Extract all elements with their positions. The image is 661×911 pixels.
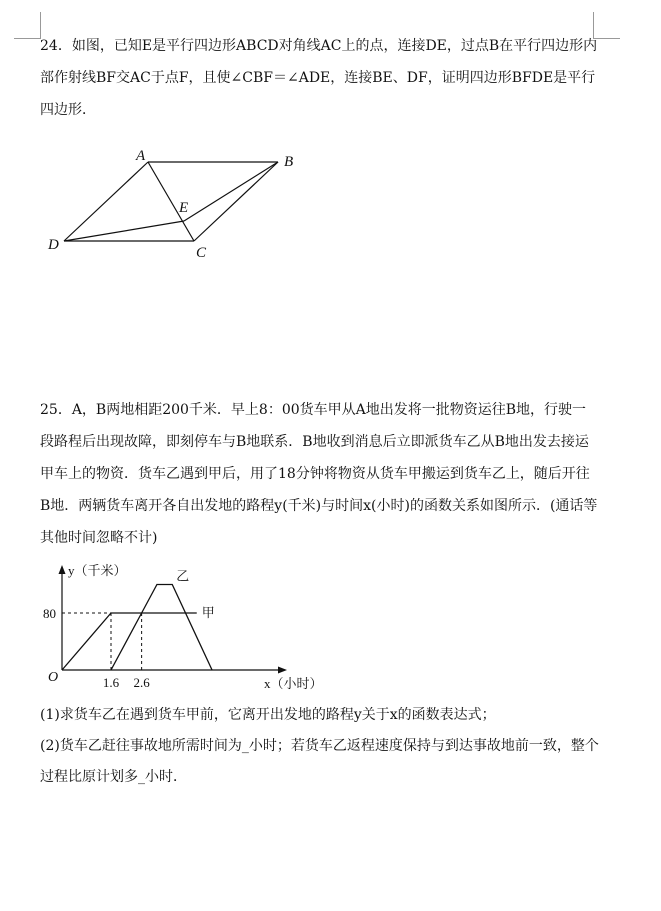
side-bc bbox=[194, 162, 278, 241]
series-line-0 bbox=[62, 613, 197, 670]
problem-24-text: 24．如图，已知E是平行四边形ABCD对角线AC上的点，连接DE，过点B在平行四边形内部作射线BF交AC于点F，且使∠CBF＝∠ADE，连接BE、DF，证明四边形BFDE是平行四边形． bbox=[40, 38, 598, 118]
side-da bbox=[64, 162, 148, 241]
label-e: E bbox=[179, 200, 189, 216]
x-tick-label-0: 1.6 bbox=[102, 675, 120, 690]
label-d: D bbox=[48, 237, 59, 253]
y-axis-label: y（千米） bbox=[68, 563, 127, 578]
label-a: A bbox=[136, 148, 146, 164]
series-line-1 bbox=[111, 585, 212, 671]
label-b: B bbox=[284, 154, 294, 170]
y-axis-arrow bbox=[59, 565, 66, 574]
x-axis-label: x（小时） bbox=[264, 676, 323, 691]
y-tick-label-0: 80 bbox=[43, 606, 56, 621]
question-1: (1)求货车乙在遇到货车甲前，它离开出发地的路程y关于x的函数表达式； bbox=[40, 707, 496, 723]
segment-de bbox=[64, 221, 184, 241]
segment-be bbox=[184, 162, 278, 221]
label-c: C bbox=[196, 245, 207, 261]
x-axis-arrow bbox=[278, 667, 287, 674]
problem-25-text: 25．A，B两地相距200千米．早上8：00货车甲从A地出发将一批物资运往B地，行驶一段路程后出现故障，即刻停车与B地联系．B地收到消息后立即派货车乙从B地出发去接运甲车上的物资．货车乙遇到甲后，用了18分钟将物资从货车甲搬运到货车乙上，随后开往B地．两辆货车离开各自出发地的路程y(千米)与时间x(小时)的函数关系如图所示．(通话等其他时间忽略不计) bbox=[40, 402, 598, 546]
origin-label: O bbox=[48, 670, 59, 685]
question-2: (2)货车乙赶往事故地所需时间为_小时；若货车乙返程速度保持与到达事故地前一致，整个过程比原计划多_小时． bbox=[40, 738, 599, 785]
diagonal-ac bbox=[148, 162, 194, 241]
series-name-0: 甲 bbox=[201, 605, 215, 620]
series-name-1: 乙 bbox=[176, 568, 190, 584]
crop-mark-top-left bbox=[14, 12, 41, 39]
x-tick-label-1: 2.6 bbox=[133, 675, 150, 690]
